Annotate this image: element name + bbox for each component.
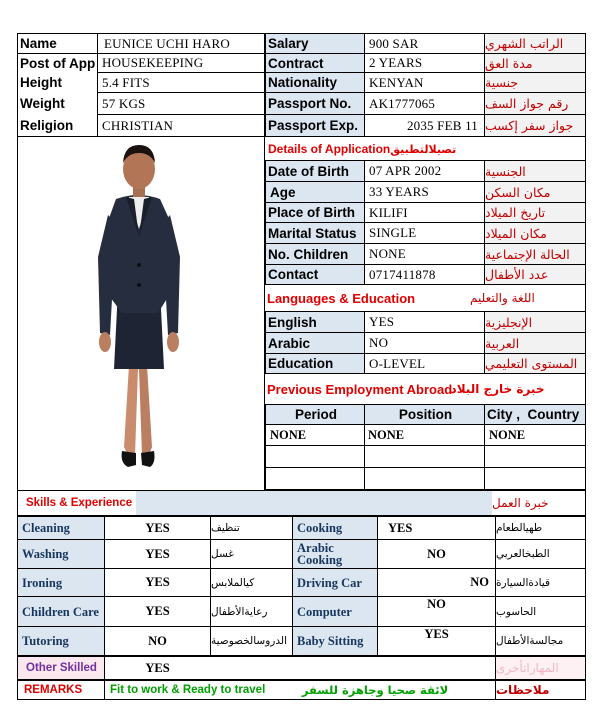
- height-value: 5.4 FITS: [102, 74, 150, 90]
- remarks-text-ar: لائقة صحيا وجاهزة للسفر: [301, 683, 449, 697]
- skill-ironing-ar: كيالملابس: [211, 576, 255, 589]
- children-ar: الحالة الإجتماعية: [485, 244, 585, 264]
- religion-label: Religion: [20, 118, 74, 133]
- passport-exp-ar: جواز سفر إكسب: [485, 115, 585, 136]
- other-skilled-label: Other Skilled: [18, 657, 104, 679]
- skill-ironing-value: YES: [145, 575, 170, 589]
- skill-cooking-value: YES: [388, 520, 413, 535]
- skill-baby-sitting-value: YES: [424, 627, 449, 641]
- col-city-country: City , Country: [485, 405, 585, 424]
- education-value: O-LEVEL: [369, 355, 426, 371]
- emp-city-value: NONE: [489, 427, 526, 442]
- skill-tutoring-value: NO: [148, 633, 167, 648]
- salary-value: 900 SAR: [369, 35, 419, 51]
- languages-heading-ar: اللغة والتعليم: [470, 291, 535, 305]
- skill-cooking-ar: طهيالطعام: [496, 522, 543, 534]
- skill-arabic-cooking-ar: الطبخالعربي: [496, 548, 550, 560]
- skill-tutoring-ar: الدروسالخصوصية: [211, 634, 287, 647]
- emp-period-value: NONE: [270, 427, 307, 442]
- remarks-text: Fit to work & Ready to travel: [110, 684, 266, 696]
- remarks-label-ar: ملاحظات: [496, 683, 550, 697]
- contact-ar: عدد الأطفال: [485, 265, 585, 284]
- skill-cleaning-value: YES: [145, 520, 170, 535]
- children-label: No. Children: [266, 244, 364, 264]
- pob-ar: تاريخ الميلاد: [485, 203, 585, 222]
- other-skilled-value: YES: [145, 660, 170, 675]
- skill-tutoring-label: Tutoring: [18, 627, 104, 655]
- applicant-photo: [18, 137, 264, 489]
- skill-driving-label: Driving Car: [293, 569, 377, 596]
- post-value: HOUSEKEEPING: [102, 55, 204, 70]
- skill-cleaning-ar: تنظيف: [211, 522, 240, 534]
- contact-value: 0717411878: [369, 266, 436, 282]
- skill-driving-value: NO: [470, 575, 489, 589]
- marital-label: Marital Status: [266, 223, 364, 243]
- contract-ar: مدة العق: [485, 54, 585, 72]
- skills-heading: Skills & Experience: [26, 497, 133, 509]
- skill-arabic-cooking-value: NO: [427, 546, 446, 561]
- passport-exp-label: Passport Exp.: [266, 115, 364, 136]
- post-label: Post of App: [20, 55, 96, 71]
- education-label: Education: [266, 354, 364, 373]
- employment-heading: Previous Employment Abroad: [267, 381, 453, 397]
- skill-children-care-label: Children Care: [18, 597, 104, 626]
- contract-value: 2 YEARS: [369, 55, 423, 70]
- skill-cleaning-label: Cleaning: [18, 517, 104, 539]
- name-label: Name: [20, 36, 57, 51]
- skill-computer-label: Computer: [293, 597, 377, 626]
- arabic-value: NO: [369, 335, 389, 350]
- skill-arabic-cooking-label: Arabic Cooking: [293, 540, 377, 568]
- pob-label: Place of Birth: [266, 203, 364, 222]
- height-label: Height: [20, 74, 62, 90]
- salary-label: Salary: [266, 34, 364, 53]
- nationality-label: Nationality: [266, 73, 364, 92]
- skill-cooking-label: Cooking: [293, 517, 377, 539]
- skill-baby-sitting-ar: مجالسةالأطفال: [496, 635, 564, 647]
- skill-washing-ar: غسل: [211, 548, 234, 560]
- dob-value: 07 APR 2002: [369, 163, 442, 178]
- pob-value: KILIFI: [369, 204, 408, 220]
- other-skilled-ar: المهاراتأخرى: [496, 657, 585, 679]
- passport-value: AK1777065: [369, 95, 436, 111]
- age-value: 33 YEARS: [369, 184, 429, 199]
- skill-baby-sitting-label: Baby Sitting: [293, 627, 377, 655]
- photo-frame: [17, 137, 265, 490]
- skill-washing-label: Washing: [18, 540, 104, 568]
- arabic-label: Arabic: [266, 333, 364, 353]
- skill-computer-value: NO: [427, 597, 446, 611]
- english-value: YES: [369, 314, 395, 329]
- salary-ar: الراتب الشهري: [485, 34, 585, 53]
- age-label: Age: [266, 182, 364, 202]
- contract-label: Contract: [266, 54, 364, 72]
- languages-heading: Languages & Education: [267, 290, 416, 306]
- children-value: NONE: [369, 246, 406, 261]
- english-label: English: [266, 312, 364, 332]
- religion-value: CHRISTIAN: [102, 117, 174, 133]
- nationality-ar: جنسية: [485, 73, 585, 92]
- skill-washing-value: YES: [145, 546, 170, 561]
- contact-label: Contact: [266, 265, 364, 284]
- passport-ar: رقم جواز السف: [485, 93, 585, 114]
- col-period: Period: [266, 405, 364, 424]
- emp-position-value: NONE: [368, 427, 405, 442]
- employment-heading-ar: خبرة خارج البلاد: [450, 382, 545, 396]
- col-position: Position: [365, 405, 484, 424]
- skill-driving-ar: قيادةالسيارة: [496, 576, 550, 589]
- marital-value: SINGLE: [369, 225, 417, 240]
- skill-children-care-value: YES: [145, 604, 170, 618]
- age-ar: مكان السكن: [485, 182, 585, 202]
- weight-label: Weight: [20, 96, 65, 111]
- dob-ar: الجنسية: [485, 161, 585, 181]
- nationality-value: KENYAN: [369, 74, 424, 90]
- details-heading-ar: تصيلالتطبيق: [390, 142, 457, 156]
- skill-ironing-label: Ironing: [18, 569, 104, 596]
- marital-ar: مكان الميلاد: [485, 223, 585, 243]
- english-ar: الإنجليزية: [485, 312, 585, 332]
- details-heading: Details of Application: [268, 142, 391, 156]
- weight-value: 57 KGS: [102, 95, 146, 111]
- arabic-ar: العربية: [485, 333, 585, 353]
- name-value: EUNICE UCHI HARO: [104, 35, 230, 51]
- dob-label: Date of Birth: [266, 161, 364, 181]
- remarks-label: REMARKS: [24, 684, 83, 696]
- passport-label: Passport No.: [266, 93, 364, 114]
- details-heading-row: [266, 138, 586, 160]
- skill-computer-ar: الحاسوب: [496, 605, 537, 618]
- passport-exp-value: 2035 FEB 11: [406, 117, 478, 133]
- education-ar: المستوى التعليمي: [485, 354, 585, 373]
- skills-heading-ar: خبرة العمل: [492, 496, 549, 510]
- skill-children-care-ar: رعايةالأطفال: [211, 605, 268, 618]
